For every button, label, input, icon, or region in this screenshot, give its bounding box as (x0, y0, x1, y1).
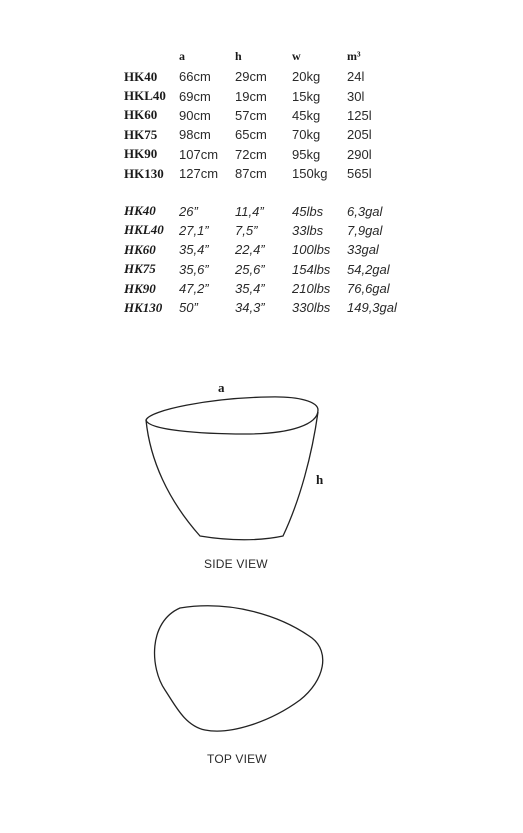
volume-cell: 565l (347, 166, 372, 182)
header-h: h (235, 48, 242, 63)
height-cell: 29cm (235, 69, 267, 85)
height-cell: 87cm (235, 166, 267, 182)
volume-cell: 149,3gal (347, 300, 397, 316)
width-cell: 26” (179, 203, 198, 219)
weight-cell: 330lbs (292, 300, 331, 316)
model-cell: HKL40 (124, 88, 166, 104)
weight-cell: 45lbs (292, 203, 324, 219)
weight-cell: 95kg (292, 146, 321, 162)
header-w: w (292, 48, 301, 63)
height-cell: 22,4” (235, 242, 265, 258)
volume-cell: 6,3gal (347, 203, 383, 219)
model-cell: HK90 (124, 146, 158, 162)
weight-cell: 154lbs (292, 261, 331, 277)
model-cell: HK60 (124, 107, 158, 123)
volume-cell: 290l (347, 146, 372, 162)
header-volume: m³ (347, 48, 361, 63)
height-cell: 35,4” (235, 281, 265, 297)
model-cell: HK130 (124, 165, 164, 181)
model-cell: HK75 (124, 126, 158, 142)
width-dimension-label: a (218, 380, 225, 395)
weight-cell: 100lbs (292, 242, 331, 258)
height-cell: 11,4” (235, 203, 264, 219)
width-cell: 27,1” (179, 222, 209, 238)
weight-cell: 70kg (292, 127, 321, 143)
width-cell: 50” (179, 300, 198, 316)
weight-cell: 15kg (292, 88, 321, 104)
weight-cell: 33lbs (292, 222, 324, 238)
weight-cell: 20kg (292, 69, 321, 85)
side-view-rim (146, 397, 318, 434)
height-cell: 7,5” (235, 222, 258, 238)
volume-cell: 125l (347, 107, 372, 123)
width-cell: 66cm (179, 69, 211, 85)
model-cell: HK60 (124, 241, 156, 257)
width-cell: 107cm (179, 146, 219, 162)
width-cell: 69cm (179, 88, 211, 104)
width-cell: 35,6” (179, 261, 209, 277)
header-a: a (179, 48, 185, 63)
height-cell: 57cm (235, 107, 267, 123)
volume-cell: 24l (347, 69, 365, 85)
width-cell: 127cm (179, 166, 219, 182)
height-cell: 34,3” (235, 300, 265, 316)
volume-cell: 7,9gal (347, 222, 383, 238)
top-view-caption: TOP VIEW (207, 752, 267, 766)
width-cell: 47,2” (179, 281, 209, 297)
width-cell: 35,4” (179, 242, 209, 258)
model-cell: HK75 (124, 261, 156, 277)
model-cell: HK130 (124, 299, 163, 315)
weight-cell: 150kg (292, 166, 328, 182)
height-cell: 72cm (235, 146, 267, 162)
model-cell: HKL40 (124, 222, 164, 238)
volume-cell: 30l (347, 88, 365, 104)
volume-cell: 76,6gal (347, 281, 390, 297)
weight-cell: 210lbs (292, 281, 331, 297)
model-cell: HK40 (124, 203, 156, 219)
width-cell: 98cm (179, 127, 211, 143)
volume-cell: 205l (347, 127, 372, 143)
side-view-caption: SIDE VIEW (204, 557, 268, 571)
model-cell: HK90 (124, 280, 156, 296)
model-cell: HK40 (124, 68, 158, 84)
height-cell: 65cm (235, 127, 267, 143)
height-cell: 25,6” (235, 261, 265, 277)
height-dimension-label: h (316, 472, 324, 487)
weight-cell: 45kg (292, 107, 321, 123)
volume-cell: 54,2gal (347, 261, 390, 277)
side-view-body (146, 412, 318, 540)
top-view-outline (155, 606, 323, 731)
height-cell: 19cm (235, 88, 267, 104)
width-cell: 90cm (179, 107, 211, 123)
volume-cell: 33gal (347, 242, 379, 258)
